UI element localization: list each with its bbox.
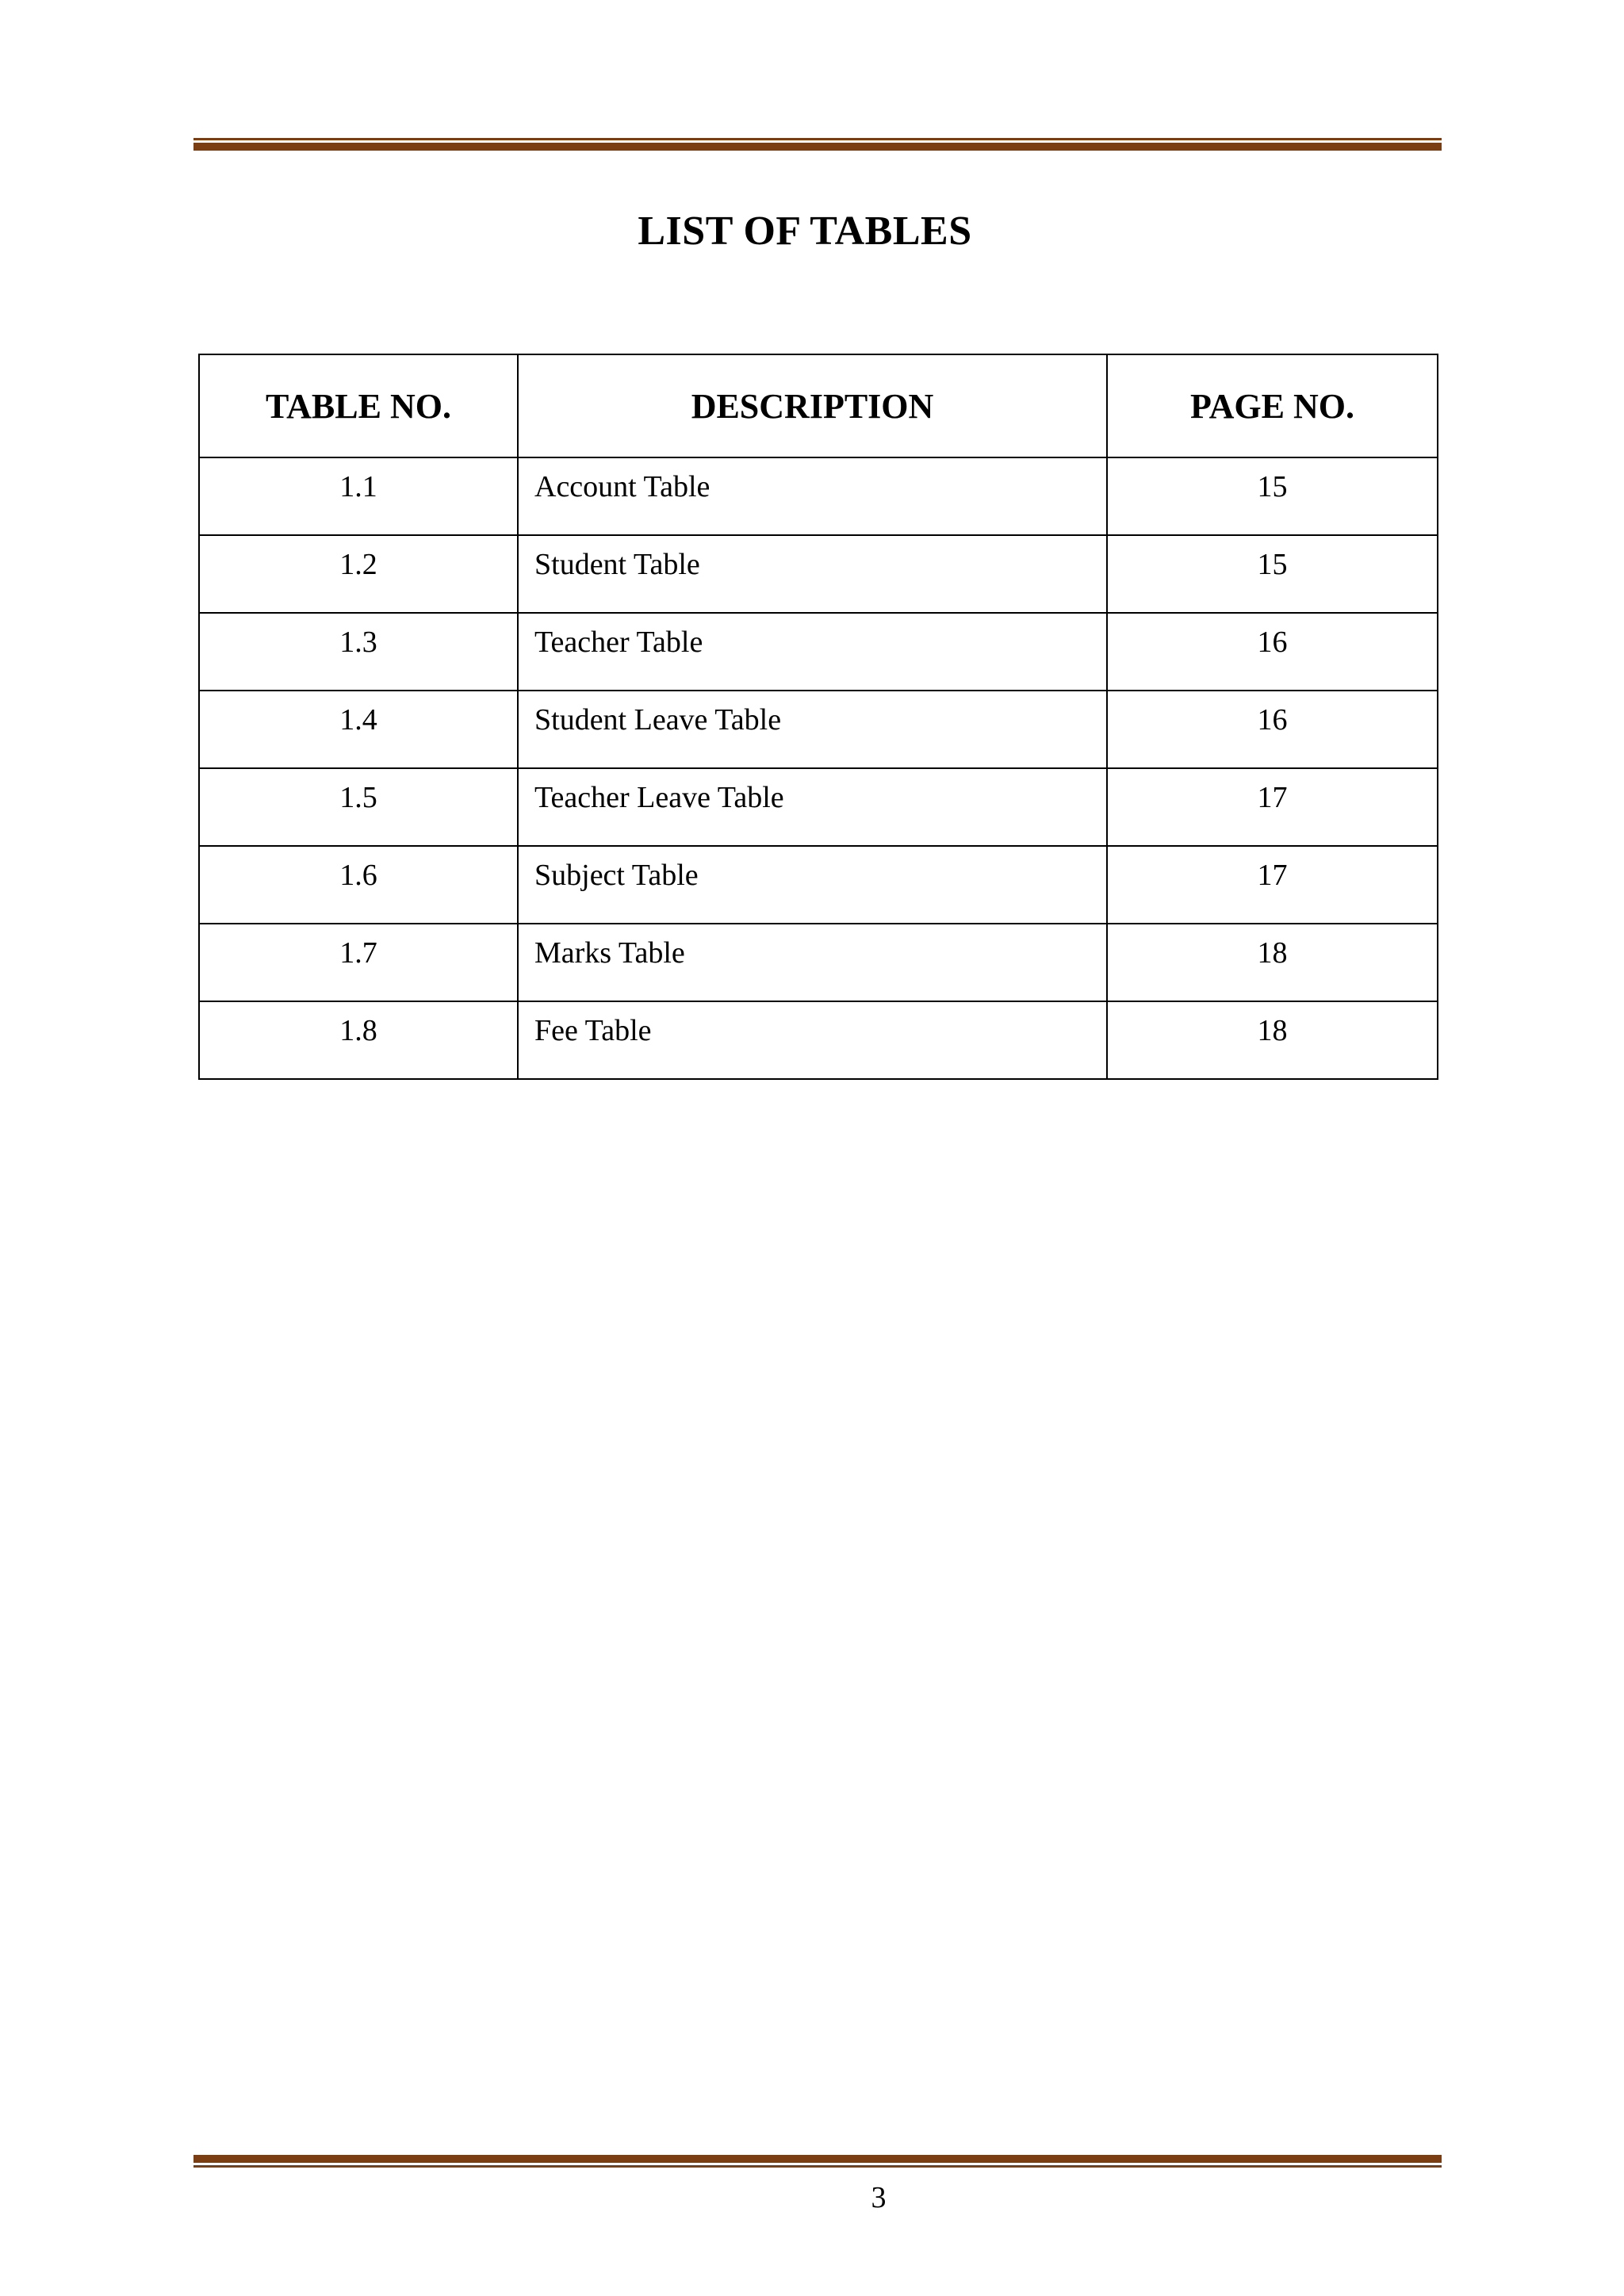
page-no-cell: 18 (1107, 1001, 1438, 1079)
table-row (199, 846, 1438, 924)
page-no-cell: 17 (1107, 768, 1438, 846)
column-header-page-no: PAGE NO. (1107, 354, 1438, 457)
column-header-table-no: TABLE NO. (199, 354, 518, 457)
page-no-cell: 15 (1107, 535, 1438, 613)
table-row (199, 1001, 1438, 1079)
page-title: LIST OF TABLES (638, 209, 972, 254)
table-no-cell: 1.4 (199, 691, 518, 768)
description-cell: Fee Table (518, 1001, 1107, 1079)
page-no-cell: 16 (1107, 691, 1438, 768)
table-row (199, 924, 1438, 1001)
table-row (199, 457, 1438, 535)
page-no-cell: 16 (1107, 613, 1438, 691)
header-rule (193, 138, 1442, 151)
description-cell: Teacher Leave Table (518, 768, 1107, 846)
table-no-cell: 1.6 (199, 846, 518, 924)
table-row (199, 691, 1438, 768)
table-row (199, 768, 1438, 846)
table-row (199, 535, 1438, 613)
page-no-cell: 15 (1107, 457, 1438, 535)
column-header-description: DESCRIPTION (518, 354, 1107, 457)
description-cell: Marks Table (518, 924, 1107, 1001)
description-cell: Account Table (518, 457, 1107, 535)
table-no-cell: 1.1 (199, 457, 518, 535)
page-no-cell: 17 (1107, 846, 1438, 924)
table-no-cell: 1.5 (199, 768, 518, 846)
list-of-tables (198, 354, 1438, 1080)
description-cell: Subject Table (518, 846, 1107, 924)
footer-rule (193, 2155, 1442, 2168)
description-cell: Teacher Table (518, 613, 1107, 691)
page-number: 3 (871, 2181, 887, 2214)
table-no-cell: 1.2 (199, 535, 518, 613)
description-cell: Student Leave Table (518, 691, 1107, 768)
table-row (199, 613, 1438, 691)
page-no-cell: 18 (1107, 924, 1438, 1001)
table-no-cell: 1.7 (199, 924, 518, 1001)
table-header-row (199, 354, 1438, 457)
table-no-cell: 1.3 (199, 613, 518, 691)
table-no-cell: 1.8 (199, 1001, 518, 1079)
description-cell: Student Table (518, 535, 1107, 613)
